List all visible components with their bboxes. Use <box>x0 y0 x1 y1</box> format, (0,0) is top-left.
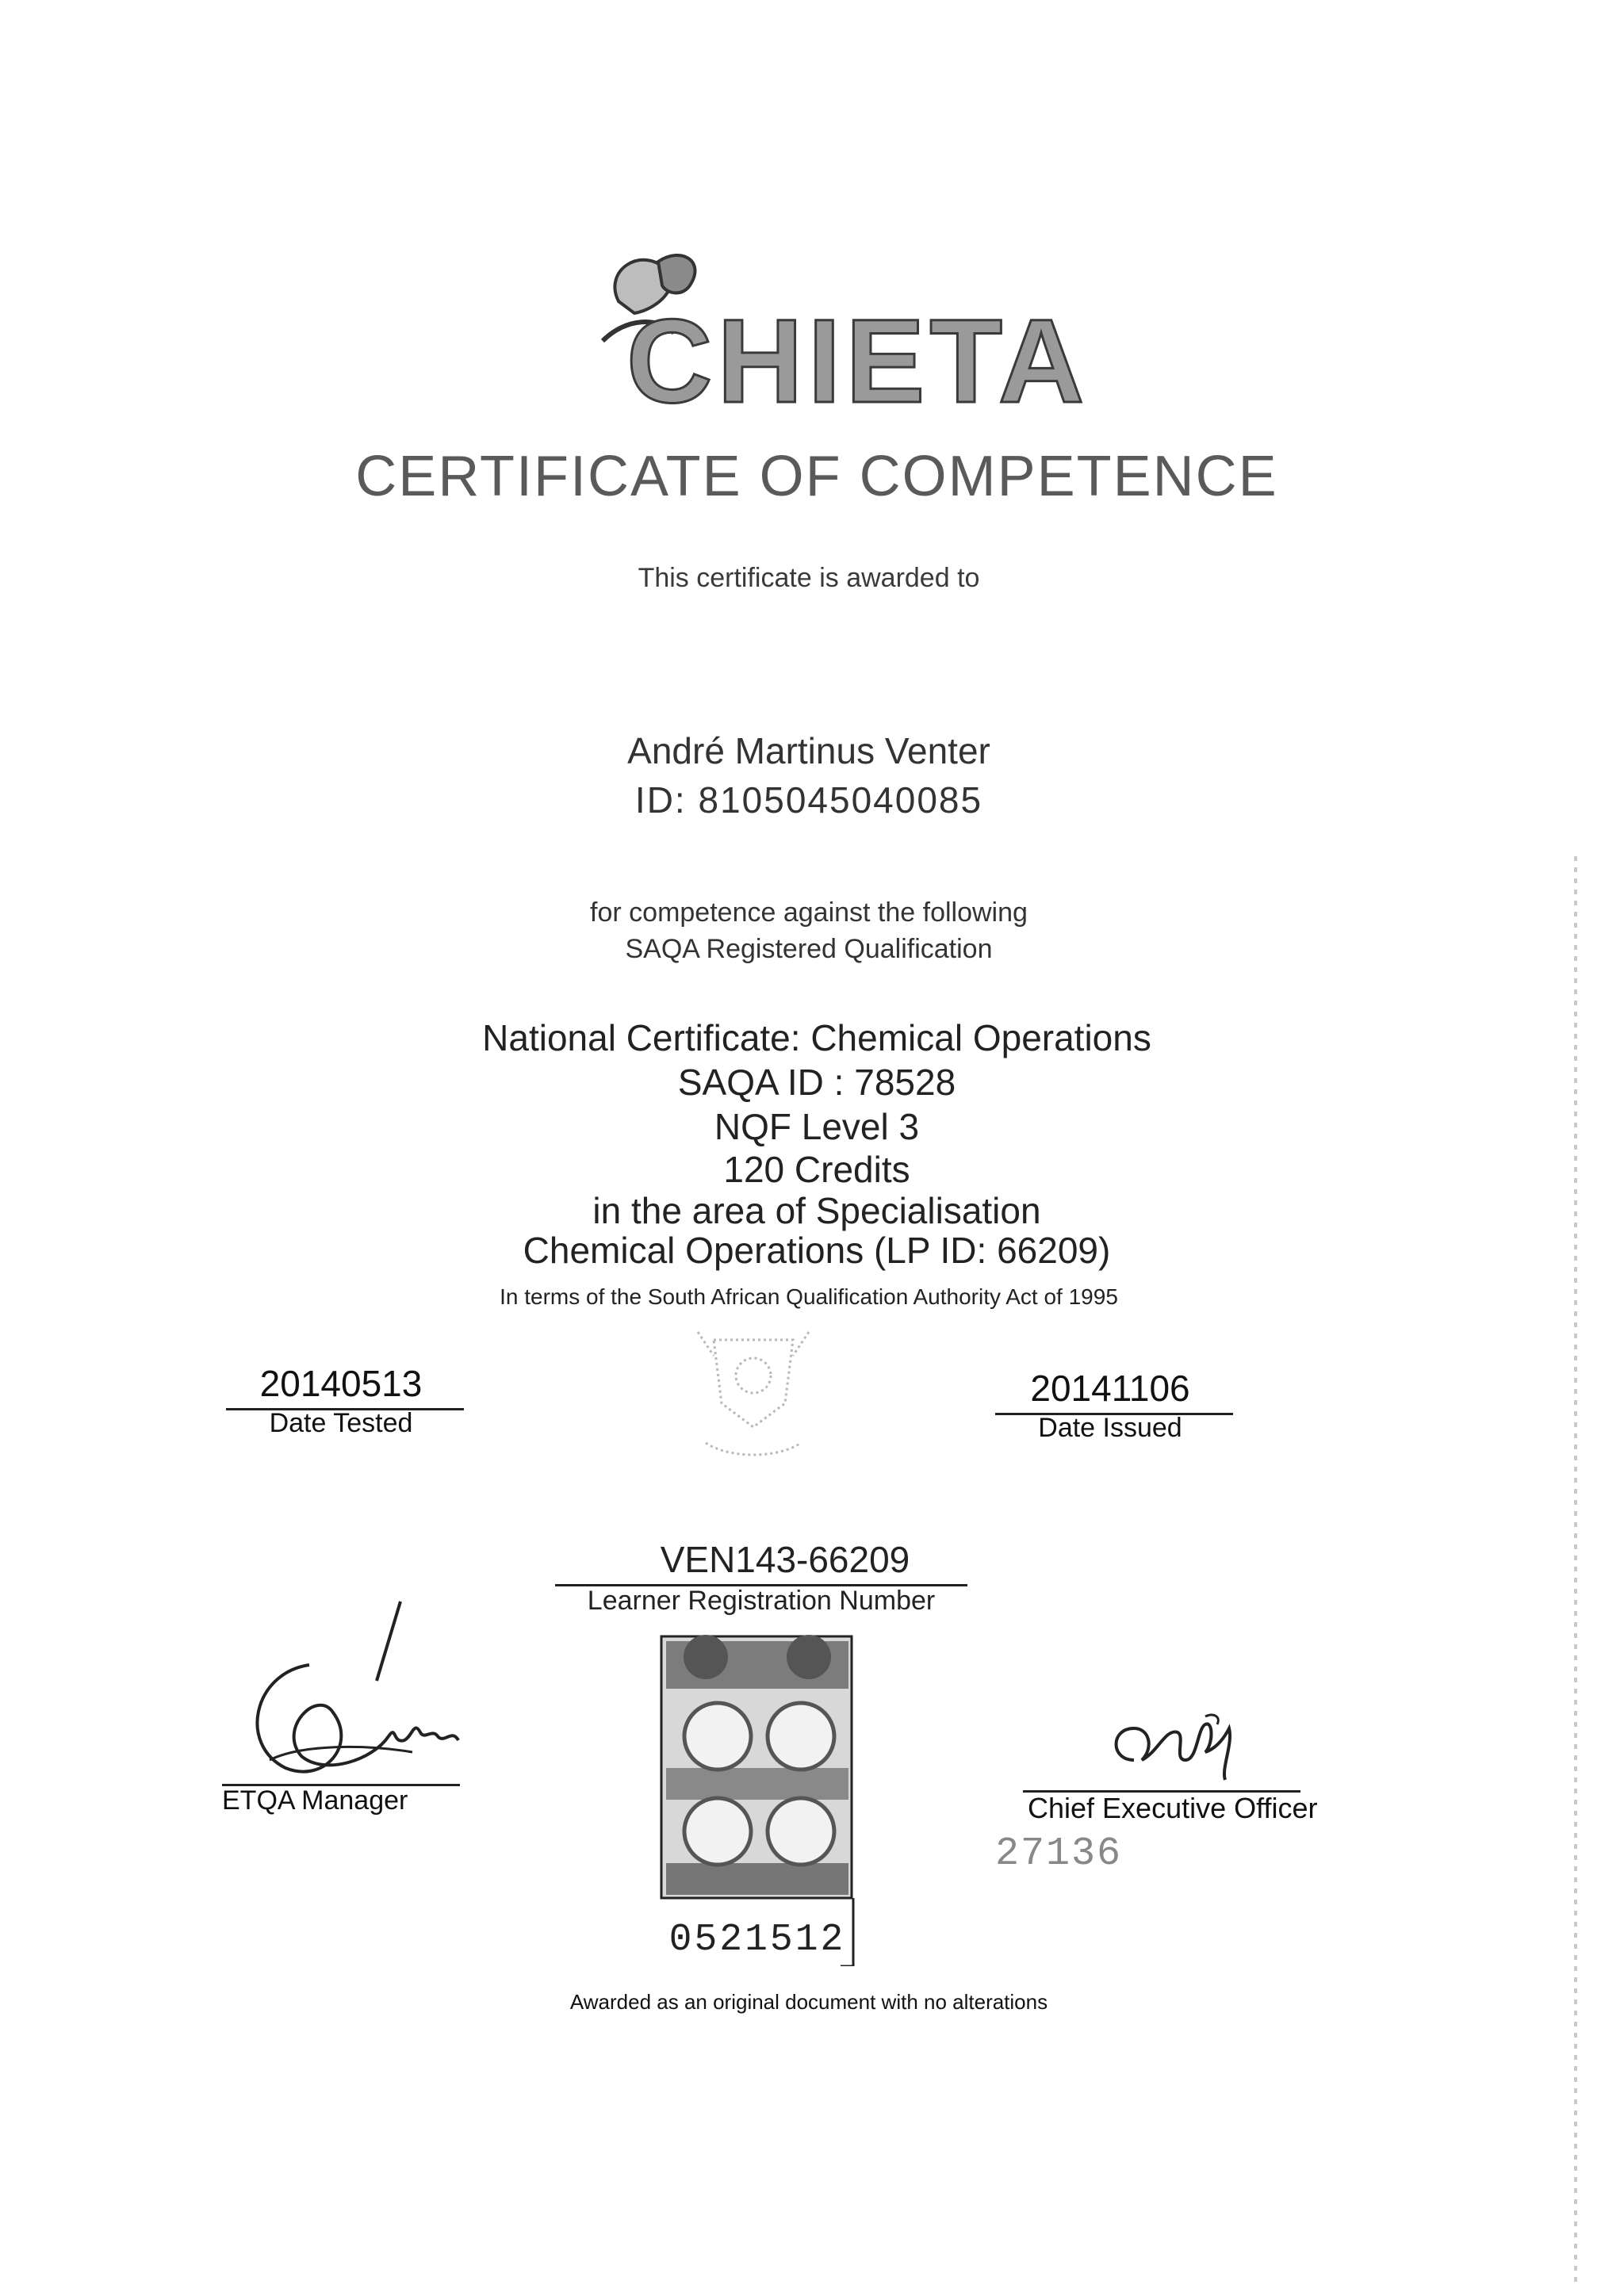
ceo-label: Chief Executive Officer <box>1028 1792 1318 1824</box>
ceo-stamp-number: 27136 <box>995 1831 1123 1877</box>
etqa-manager-signature <box>206 1586 492 1792</box>
date-issued-label: Date Issued <box>1038 1413 1182 1443</box>
nqf-level: NQF Level 3 <box>714 1106 920 1147</box>
recipient-name: André Martinus Venter <box>627 730 990 771</box>
date-tested-label: Date Tested <box>269 1408 413 1438</box>
learner-registration-number: VEN143-66209 <box>660 1539 910 1580</box>
saqa-id: SAQA ID : 78528 <box>677 1062 956 1103</box>
learner-registration-label: Learner Registration Number <box>587 1586 936 1616</box>
specialisation-name: Chemical Operations (LP ID: 66209) <box>523 1230 1111 1271</box>
signature-icon <box>1086 1705 1277 1792</box>
security-hologram <box>650 1633 864 1966</box>
hologram-serial-number: 0521512 <box>668 1919 846 1961</box>
competence-text-line2: SAQA Registered Qualification <box>625 934 993 964</box>
ceo-signature <box>1086 1705 1277 1792</box>
recipient-id: ID: 8105045040085 <box>634 779 983 821</box>
footer-statement: Awarded as an original document with no alterations <box>569 1990 1048 2014</box>
date-issued-value: 20141106 <box>1030 1368 1190 1409</box>
scan-edge-artifact <box>1574 856 1577 2283</box>
coat-of-arms-seal <box>682 1308 825 1475</box>
awarded-to-text: This certificate is awarded to <box>638 563 980 593</box>
competence-text-line1: for competence against the following <box>590 897 1028 928</box>
signature-icon <box>206 1586 492 1792</box>
seal-icon <box>682 1308 825 1475</box>
etqa-manager-label: ETQA Manager <box>222 1785 408 1816</box>
chieta-logo <box>571 238 1090 427</box>
logo-wordmark: CHIETA <box>626 294 1090 427</box>
date-tested-value: 20140513 <box>259 1363 423 1404</box>
qualification-name: National Certificate: Chemical Operations <box>482 1017 1151 1058</box>
specialisation-intro: in the area of Specialisation <box>592 1190 1041 1231</box>
credits: 120 Credits <box>723 1149 910 1190</box>
act-statement: In terms of the South African Qualification Authority Act of 1995 <box>500 1284 1118 1309</box>
hologram-icon <box>650 1633 864 1966</box>
certificate-title: CERTIFICATE OF COMPETENCE <box>355 445 1278 508</box>
